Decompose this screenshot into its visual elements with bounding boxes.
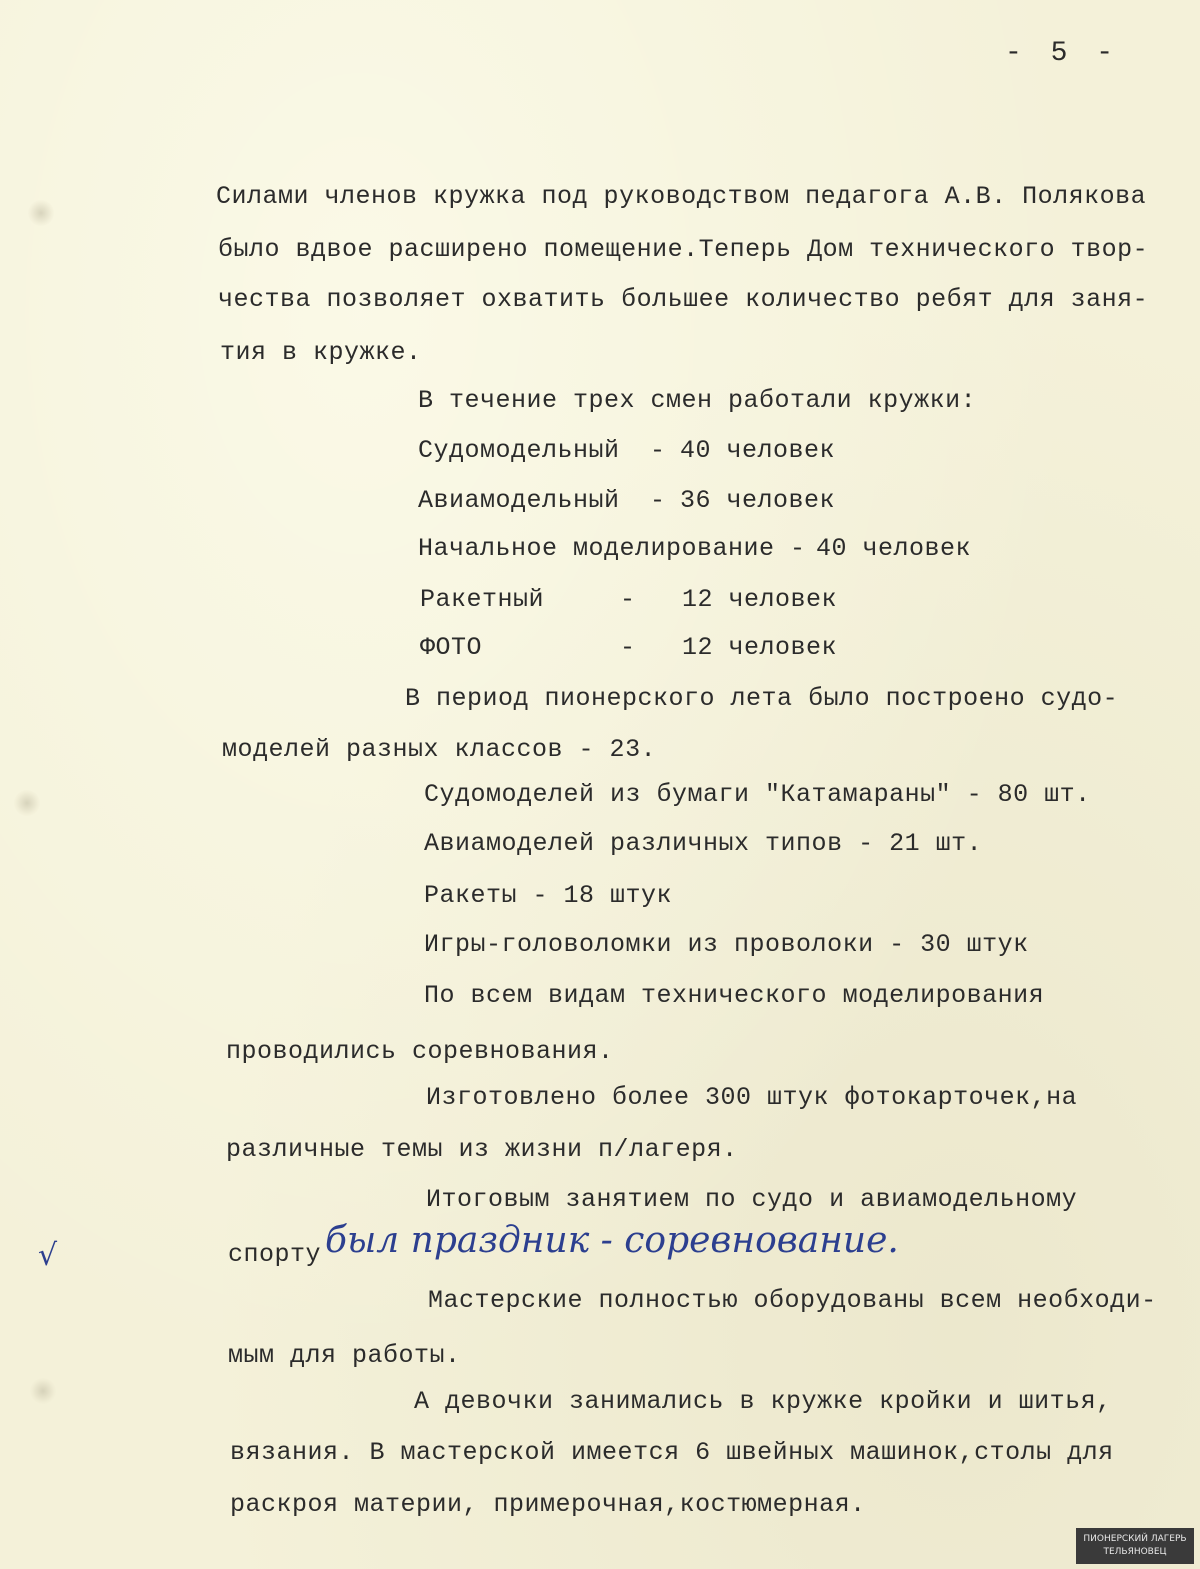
competitions-line2: проводились соревнования.	[226, 1037, 614, 1066]
photos-line2: различные темы из жизни п/лагеря.	[226, 1135, 738, 1164]
circle-dash: -	[620, 633, 636, 662]
circle-name: ФОТО	[420, 633, 483, 662]
girls-line2: вязания. В мастерской имеется 6 швейных машинок,столы для	[230, 1438, 1114, 1467]
circles-intro: В течение трех смен работали кружки:	[418, 386, 977, 415]
paragraph1-line3: чества позволяет охватить большее количество ребят для заня-	[218, 285, 1149, 314]
built-item: Авиамоделей различных типов - 21 шт.	[424, 829, 983, 858]
circle-dash: -	[650, 436, 666, 465]
circle-count: 36 человек	[680, 486, 836, 515]
girls-line1: А девочки занимались в кружке кройки и шитья,	[414, 1387, 1112, 1416]
punch-hole-top	[28, 200, 54, 226]
page-number: - 5 -	[1005, 38, 1120, 69]
circle-count: 40 человек	[680, 436, 836, 465]
circle-count: 12 человек	[682, 633, 838, 662]
punch-hole-middle	[14, 790, 40, 816]
handwritten-insertion: был праздник - соревнование.	[325, 1220, 899, 1261]
archive-stamp	[1076, 1528, 1194, 1564]
margin-check-mark: √	[38, 1238, 58, 1273]
paragraph1-line1: Силами членов кружка под руководством педагога А.В. Полякова	[216, 182, 1147, 211]
circle-name: Ракетный	[420, 585, 545, 614]
circle-dash: -	[650, 486, 666, 515]
circle-dash: -	[620, 585, 636, 614]
stamp-line2: ТЕЛЬЯНОВЕЦ	[1103, 1547, 1167, 1557]
final-line1: Итоговым занятием по судо и авиамодельному	[426, 1185, 1078, 1214]
workshops-line2: мым для работы.	[228, 1341, 461, 1370]
photos-line1: Изготовлено более 300 штук фотокарточек,на	[426, 1083, 1078, 1112]
built-line1: В период пионерского лета было построено судо-	[405, 684, 1119, 713]
circle-count: 12 человек	[682, 585, 838, 614]
punch-hole-bottom	[30, 1378, 56, 1404]
circle-name: Авиамодельный	[418, 486, 620, 515]
final-line2: спорту	[228, 1240, 322, 1269]
circle-name: Начальное моделирование	[418, 534, 775, 563]
built-item: Судомоделей из бумаги "Катамараны" - 80 шт.	[424, 780, 1091, 809]
circle-count: 40 человек	[816, 534, 972, 563]
built-item: Ракеты - 18 штук	[424, 881, 673, 910]
paragraph1-line2: было вдвое расширено помещение.Теперь Дом технического твор-	[218, 235, 1149, 264]
girls-line3: раскроя материи, примерочная,костюмерная.	[230, 1490, 866, 1519]
stamp-line1: ПИОНЕРСКИЙ ЛАГЕРЬ	[1083, 1534, 1187, 1544]
competitions-line1: По всем видам технического моделирования	[424, 981, 1045, 1010]
built-item: Игры-головоломки из проволоки - 30 штук	[424, 930, 1029, 959]
workshops-line1: Мастерские полностью оборудованы всем необходи-	[428, 1286, 1157, 1315]
circle-name: Судомодельный	[418, 436, 620, 465]
paragraph1-line4: тия в кружке.	[220, 338, 422, 367]
circle-dash: -	[790, 534, 806, 563]
built-line2: моделей разных классов - 23.	[222, 735, 657, 764]
